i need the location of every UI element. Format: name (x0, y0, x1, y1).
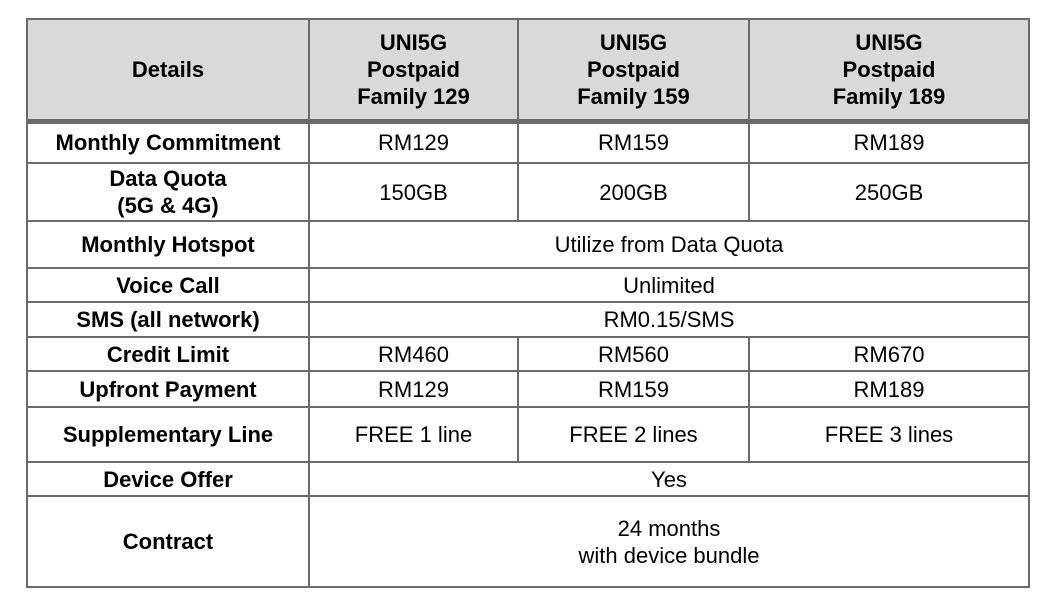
cell: RM129 (309, 371, 518, 407)
plan-header-159 (518, 19, 749, 121)
row-label (27, 163, 309, 221)
merged-cell: Unlimited (309, 268, 1029, 302)
plan-name: UNI5G (599, 29, 668, 55)
merged-cell: Yes (309, 462, 1029, 496)
details-header: Details (27, 19, 309, 121)
plan-type: Postpaid (842, 56, 936, 82)
cell: FREE 2 lines (518, 407, 749, 462)
table-row (27, 268, 1029, 302)
plan-type: Postpaid (367, 56, 460, 82)
table-row (27, 221, 1029, 268)
row-label: Credit Limit (27, 337, 309, 371)
plan-family: Family 129 (357, 83, 470, 109)
cell: 250GB (749, 163, 1029, 221)
cell: RM159 (518, 371, 749, 407)
plan-comparison-table (26, 18, 1030, 588)
cell: RM560 (518, 337, 749, 371)
plan-name: UNI5G (855, 29, 923, 55)
label-line: Data Quota (109, 166, 227, 191)
cell: 200GB (518, 163, 749, 221)
row-label: Monthly Commitment (27, 121, 309, 163)
cell: RM129 (309, 121, 518, 163)
plan-name: UNI5G (379, 29, 448, 55)
table-row (27, 371, 1029, 407)
table-row (27, 163, 1029, 221)
cell: RM460 (309, 337, 518, 371)
plan-header-189 (749, 19, 1029, 121)
cell: RM670 (749, 337, 1029, 371)
value-line: with device bundle (578, 542, 760, 568)
value-line: 24 months (617, 515, 721, 541)
merged-cell: RM0.15/SMS (309, 302, 1029, 337)
cell: FREE 3 lines (749, 407, 1029, 462)
plan-family: Family 159 (577, 83, 690, 109)
row-label: Device Offer (27, 462, 309, 496)
cell: RM189 (749, 121, 1029, 163)
plan-header-129 (309, 19, 518, 121)
table-row (27, 121, 1029, 163)
row-label: Voice Call (27, 268, 309, 302)
plan-family: Family 189 (832, 83, 946, 109)
plan-type: Postpaid (587, 56, 680, 82)
row-label: Contract (27, 496, 309, 587)
table-row (27, 496, 1029, 587)
table-row (27, 407, 1029, 462)
row-label: Upfront Payment (27, 371, 309, 407)
header-row (27, 19, 1029, 121)
cell: 150GB (309, 163, 518, 221)
merged-cell (309, 496, 1029, 587)
table-row (27, 462, 1029, 496)
table-row (27, 302, 1029, 337)
table-row (27, 337, 1029, 371)
row-label: Supplementary Line (27, 407, 309, 462)
row-label: Monthly Hotspot (27, 221, 309, 268)
cell: RM189 (749, 371, 1029, 407)
label-line: (5G & 4G) (117, 193, 219, 218)
cell: FREE 1 line (309, 407, 518, 462)
cell: RM159 (518, 121, 749, 163)
merged-cell: Utilize from Data Quota (309, 221, 1029, 268)
row-label: SMS (all network) (27, 302, 309, 337)
